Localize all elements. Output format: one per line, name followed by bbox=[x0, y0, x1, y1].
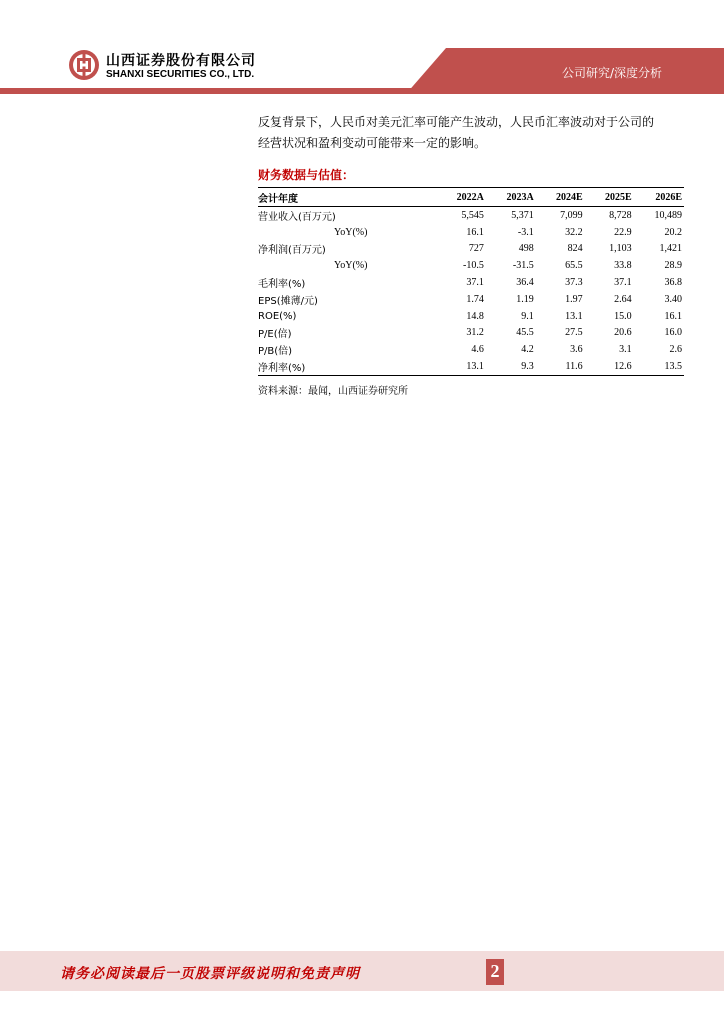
table-cell: -10.5 bbox=[462, 260, 484, 272]
table-cell: 9.1 bbox=[521, 310, 534, 322]
table-header-cell: 2022A bbox=[436, 188, 486, 207]
table-cell: 4.2 bbox=[521, 344, 534, 356]
table-cell: 727 bbox=[468, 243, 484, 255]
table-cell: 16.1 bbox=[664, 310, 682, 322]
table-cell: 36.8 bbox=[664, 277, 682, 289]
table-cell: 3.40 bbox=[664, 293, 682, 305]
table-header-cell: 2024E bbox=[536, 188, 585, 207]
paragraph-line: 经营状况和盈利变动可能带来一定的影响。 bbox=[258, 136, 487, 150]
page-number: 2 bbox=[490, 961, 500, 981]
table-cell: 15.0 bbox=[614, 310, 632, 322]
table-cell: 16.0 bbox=[664, 327, 682, 339]
table-cell: 36.4 bbox=[516, 277, 534, 289]
table-cell: 33.8 bbox=[614, 260, 632, 272]
row-label: 营业收入(百万元) bbox=[258, 211, 336, 223]
body-paragraph bbox=[258, 112, 688, 154]
table-cell: 3.6 bbox=[570, 344, 583, 356]
table-cell: 22.9 bbox=[614, 226, 632, 238]
table-cell: 32.2 bbox=[565, 226, 583, 238]
table-cell: 1.74 bbox=[466, 293, 484, 305]
table-cell: 13.5 bbox=[634, 358, 684, 375]
row-label: 毛利率(%) bbox=[258, 279, 306, 291]
table-header-cell: 2025E bbox=[585, 188, 634, 207]
table-cell: 498 bbox=[518, 243, 534, 255]
table-row bbox=[258, 257, 684, 274]
data-source: 资料来源：最闻，山西证券研究所 bbox=[258, 386, 408, 397]
page-footer bbox=[0, 951, 724, 991]
table-cell: 27.5 bbox=[565, 327, 583, 339]
table-cell: 13.1 bbox=[436, 358, 486, 375]
row-label: YoY(%) bbox=[334, 260, 368, 272]
table-cell: 5,371 bbox=[511, 209, 534, 221]
table-row bbox=[258, 241, 684, 258]
table-cell: 28.9 bbox=[664, 260, 682, 272]
page-number-box bbox=[486, 959, 504, 985]
table-cell: 12.6 bbox=[585, 358, 634, 375]
row-label: YoY(%) bbox=[334, 226, 368, 238]
table-cell: 4.6 bbox=[471, 344, 484, 356]
row-label: EPS(摊薄/元) bbox=[258, 295, 318, 307]
table-cell: 9.3 bbox=[486, 358, 536, 375]
page-header bbox=[0, 40, 724, 96]
table-row bbox=[258, 224, 684, 241]
footer-disclaimer: 请务必阅读最后一页股票评级说明和免责声明 bbox=[60, 966, 360, 982]
table-cell: 13.1 bbox=[565, 310, 583, 322]
table-cell: -31.5 bbox=[512, 260, 534, 272]
table-cell: 1.97 bbox=[565, 293, 583, 305]
table-cell: 65.5 bbox=[565, 260, 583, 272]
table-body bbox=[258, 207, 684, 376]
table-cell: 20.6 bbox=[614, 327, 632, 339]
row-label: 净利润(百万元) bbox=[258, 245, 326, 257]
section-title: 财务数据与估值： bbox=[258, 168, 355, 182]
table-row bbox=[258, 207, 684, 224]
table-cell: 45.5 bbox=[516, 327, 534, 339]
row-label: 净利率(%) bbox=[258, 358, 436, 375]
table-header-cell: 2023A bbox=[486, 188, 536, 207]
table-cell: 2.64 bbox=[614, 293, 632, 305]
table-row bbox=[258, 341, 684, 358]
table-cell: 10,489 bbox=[654, 209, 682, 221]
company-logo-icon bbox=[68, 49, 100, 81]
table-cell: 14.8 bbox=[466, 310, 484, 322]
table-cell: 1.19 bbox=[516, 293, 534, 305]
table-cell: 37.1 bbox=[614, 277, 632, 289]
table-header-cell: 会计年度 bbox=[258, 188, 436, 207]
paragraph-line: 反复背景下，人民币对美元汇率可能产生波动，人民币汇率波动对于公司的 bbox=[258, 115, 655, 129]
table-cell: 8,728 bbox=[609, 209, 632, 221]
table-cell: 7,099 bbox=[560, 209, 583, 221]
row-label: ROE(%) bbox=[258, 310, 297, 322]
table-cell: 31.2 bbox=[466, 327, 484, 339]
table-cell: 1,103 bbox=[609, 243, 632, 255]
table-row bbox=[258, 274, 684, 291]
row-label: P/E(倍) bbox=[258, 329, 292, 341]
table-row bbox=[258, 308, 684, 325]
table-cell: 5,545 bbox=[461, 209, 484, 221]
table-cell: 2.6 bbox=[669, 344, 682, 356]
table-header-cell: 2026E bbox=[634, 188, 684, 207]
table-cell: 37.3 bbox=[565, 277, 583, 289]
table-cell: 20.2 bbox=[664, 226, 682, 238]
table-cell: 37.1 bbox=[466, 277, 484, 289]
row-label: P/B(倍) bbox=[258, 346, 293, 358]
table-cell: 11.6 bbox=[536, 358, 585, 375]
table-cell: 3.1 bbox=[619, 344, 632, 356]
table-cell: -3.1 bbox=[517, 226, 534, 238]
table-row bbox=[258, 358, 684, 375]
report-category: 公司研究/深度分析 bbox=[561, 66, 662, 80]
table-cell: 824 bbox=[567, 243, 583, 255]
company-name-cn: 山西证券股份有限公司 bbox=[106, 53, 256, 69]
financial-table bbox=[258, 187, 684, 376]
table-header-row bbox=[258, 188, 684, 207]
company-name-en: SHANXI SECURITIES CO., LTD. bbox=[106, 69, 255, 80]
table-row bbox=[258, 291, 684, 308]
table-cell: 1,421 bbox=[659, 243, 682, 255]
table-row bbox=[258, 325, 684, 342]
table-cell: 16.1 bbox=[466, 226, 484, 238]
